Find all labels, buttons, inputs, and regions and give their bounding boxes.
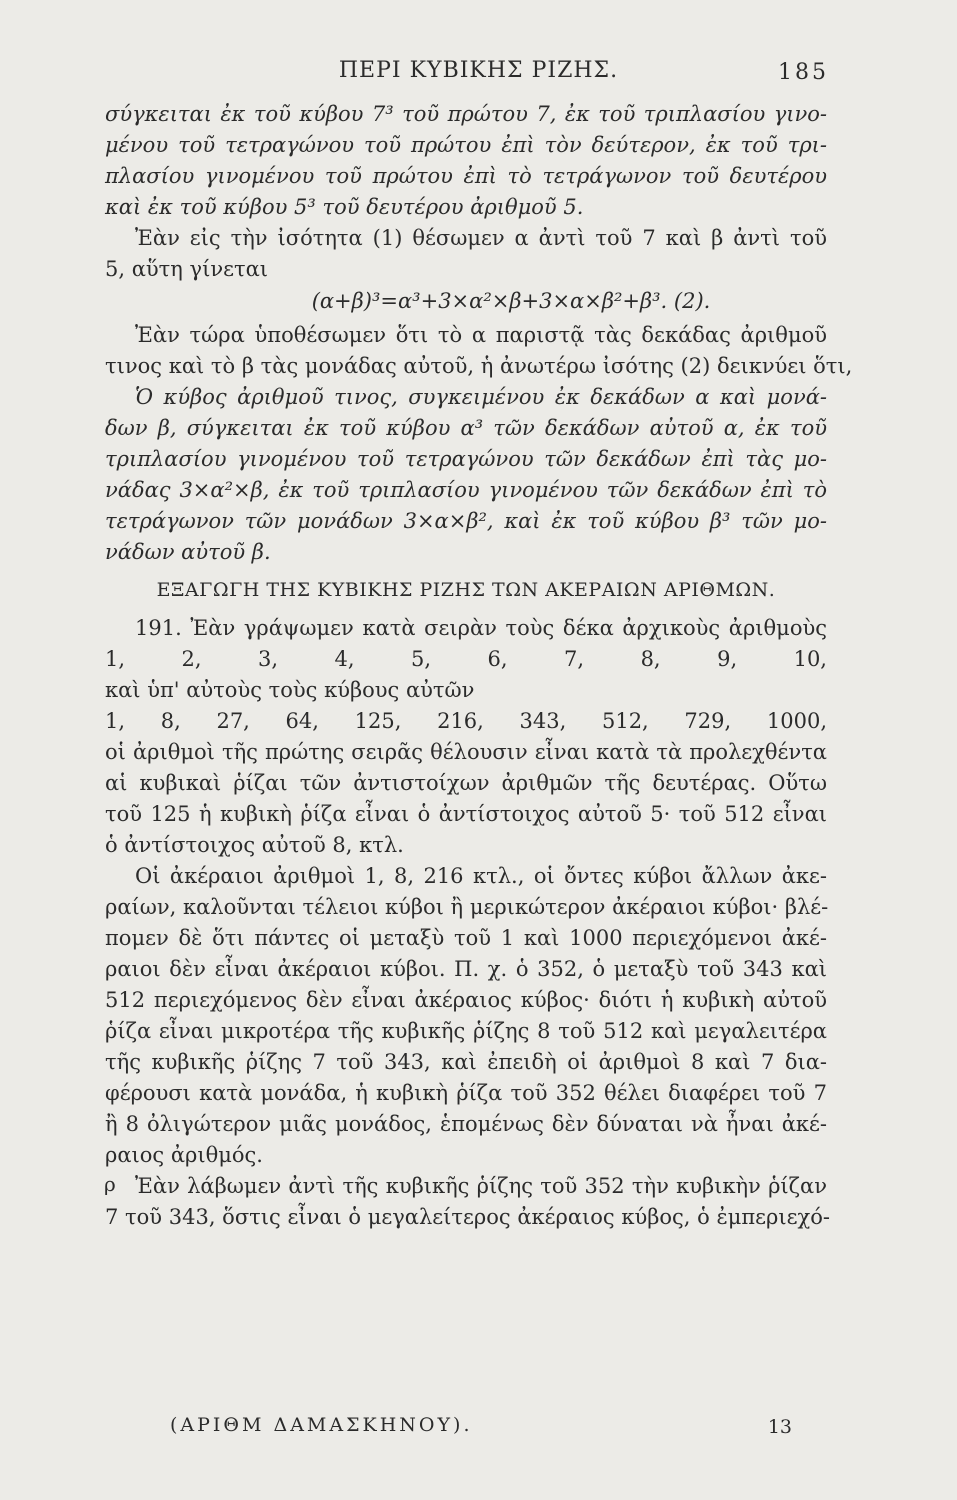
text-line: οἱ ἀριθμοὶ τῆς πρώτης σειρᾶς θέλουσιν εἶναι κατὰ τὰ προλεχθέντα	[105, 740, 827, 764]
text-line: φέρουσι κατὰ μονάδα, ἡ κυβικὴ ῥίζα τοῦ 352 θέλει διαφέρει τοῦ 7	[105, 1081, 827, 1105]
text-line: νάδων αὐτοῦ β.	[105, 540, 271, 564]
margin-mark: ρ	[104, 1172, 116, 1196]
text-line: 7 τοῦ 343, ὅστις εἶναι ὁ μεγαλείτερος ἀκέραιος κύβος, ὁ ἐμπεριεχό-	[105, 1205, 830, 1229]
text-line: πλασίου γινομένου τοῦ πρώτου ἐπὶ τὸ τετράγωνον τοῦ δευτέρου	[105, 164, 827, 188]
text-line: καὶ ὑπ' αὐτοὺς τοὺς κύβους αὐτῶν	[105, 678, 475, 702]
text-line: Ἐὰν τώρα ὑποθέσωμεν ὅτι τὸ α παριστᾷ τὰς δεκάδας ἀριθμοῦ	[135, 323, 827, 347]
text-line: νάδας 3×α²×β, ἐκ τοῦ τριπλασίου γινομένου τῶν δεκάδων ἐπὶ τὸ	[105, 478, 827, 502]
text-line: 191. Ἐὰν γράψωμεν κατὰ σειρὰν τοὺς δέκα ἀρχικοὺς ἀριθμοὺς	[135, 616, 827, 640]
text-line: Οἱ ἀκέραιοι ἀριθμοὶ 1, 8, 216 κτλ., οἱ ὄντες κύβοι ἄλλων ἀκε-	[135, 864, 827, 888]
text-line: ῥίζα εἶναι μικροτέρα τῆς κυβικῆς ῥίζης 8 τοῦ 512 καὶ μεγαλειτέρα	[105, 1019, 827, 1043]
text-line: 1, 2, 3, 4, 5, 6, 7, 8, 9, 10,	[105, 647, 827, 671]
sheet-number: 13	[767, 1416, 792, 1438]
text-line: 5, αὕτη γίνεται	[105, 257, 268, 281]
text-line: τινος καὶ τὸ β τὰς μονάδας αὐτοῦ, ἡ ἀνωτέρω ἰσότης (2) δεικνύει ὅτι,	[105, 354, 853, 378]
text-line: 512 περιεχόμενος δὲν εἶναι ἀκέραιος κύβος· διότι ἡ κυβικὴ αὐτοῦ	[105, 988, 827, 1012]
text-line: πομεν δὲ ὅτι πάντες οἱ μεταξὺ τοῦ 1 καὶ 1000 περιεχόμενοι ἀκέ-	[105, 926, 827, 950]
text-line: σύγκειται ἐκ τοῦ κύβου 7³ τοῦ πρώτου 7, ἐκ τοῦ τριπλασίου γινο-	[105, 102, 827, 126]
text-line: Ὁ κύβος ἀριθμοῦ τινος, συγκειμένου ἐκ δεκάδων α καὶ μονά-	[135, 385, 827, 409]
text-line: τριπλασίου γινομένου τοῦ τετραγώνου τῶν δεκάδων ἐπὶ τὰς μο-	[105, 447, 827, 471]
page-number: 185	[778, 60, 829, 85]
text-line: ραιοι δὲν εἶναι ἀκέραιοι κύβοι. Π. χ. ὁ 352, ὁ μεταξὺ τοῦ 343 καὶ	[105, 957, 827, 981]
text-line: ραίων, καλοῦνται τέλειοι κύβοι ἢ μερικώτερον ἀκέραιοι κύβοι· βλέ-	[105, 895, 829, 919]
text-line: Ἐὰν λάβωμεν ἀντὶ τῆς κυβικῆς ῥίζης τοῦ 352 τὴν κυβικὴν ῥίζαν	[135, 1174, 827, 1198]
section-heading: ΕΞΑΓΩΓΗ ΤΗΣ ΚΥΒΙΚΗΣ ΡΙΖΗΣ ΤΩΝ ΑΚΕΡΑΙΩΝ ΑΡΙΘΜΩΝ.	[156, 579, 776, 601]
text-line: 1, 8, 27, 64, 125, 216, 343, 512, 729, 1000,	[105, 709, 827, 733]
text-line: αἱ κυβικαὶ ῥίζαι τῶν ἀντιστοίχων ἀριθμῶν τῆς δευτέρας. Οὕτω	[105, 771, 827, 795]
equation-line: (α+β)³=α³+3×α²×β+3×α×β²+β³. (2).	[311, 289, 711, 313]
text-line: μένου τοῦ τετραγώνου τοῦ πρώτου ἐπὶ τὸν δεύτερον, ἐκ τοῦ τρι-	[105, 133, 827, 157]
text-line: δων β, σύγκειται ἐκ τοῦ κύβου α³ τῶν δεκάδων αὐτοῦ α, ἐκ τοῦ	[105, 416, 827, 440]
text-line: καὶ ἐκ τοῦ κύβου 5³ τοῦ δευτέρου ἀριθμοῦ 5.	[105, 195, 584, 219]
text-line: τετράγωνον τῶν μονάδων 3×α×β², καὶ ἐκ τοῦ κύβου β³ τῶν μο-	[105, 509, 827, 533]
text-line: ραιος ἀριθμός.	[105, 1143, 263, 1167]
footer-signature: (ΑΡΙΘΜ ΔΑΜΑΣΚΗΝΟΥ).	[170, 1414, 473, 1436]
running-head: ΠΕΡΙ ΚΥΒΙΚΗΣ ΡΙΖΗΣ.	[338, 58, 619, 83]
body-text	[105, 100, 853, 1234]
text-line: ἢ 8 ὀλιγώτερον μιᾶς μονάδος, ἑπομένως δὲν δύναται νὰ ἦναι ἀκέ-	[105, 1112, 827, 1136]
text-line: τοῦ 125 ἡ κυβικὴ ῥίζα εἶναι ὁ ἀντίστοιχος αὐτοῦ 5· τοῦ 512 εἶναι	[105, 802, 827, 826]
text-line: ὁ ἀντίστοιχος αὐτοῦ 8, κτλ.	[105, 833, 404, 857]
text-line: Ἐὰν εἰς τὴν ἰσότητα (1) θέσωμεν α ἀντὶ τοῦ 7 καὶ β ἀντὶ τοῦ	[135, 226, 827, 250]
text-line: τῆς κυβικῆς ῥίζης 7 τοῦ 343, καὶ ἐπειδὴ οἱ ἀριθμοὶ 8 καὶ 7 δια-	[105, 1050, 827, 1074]
